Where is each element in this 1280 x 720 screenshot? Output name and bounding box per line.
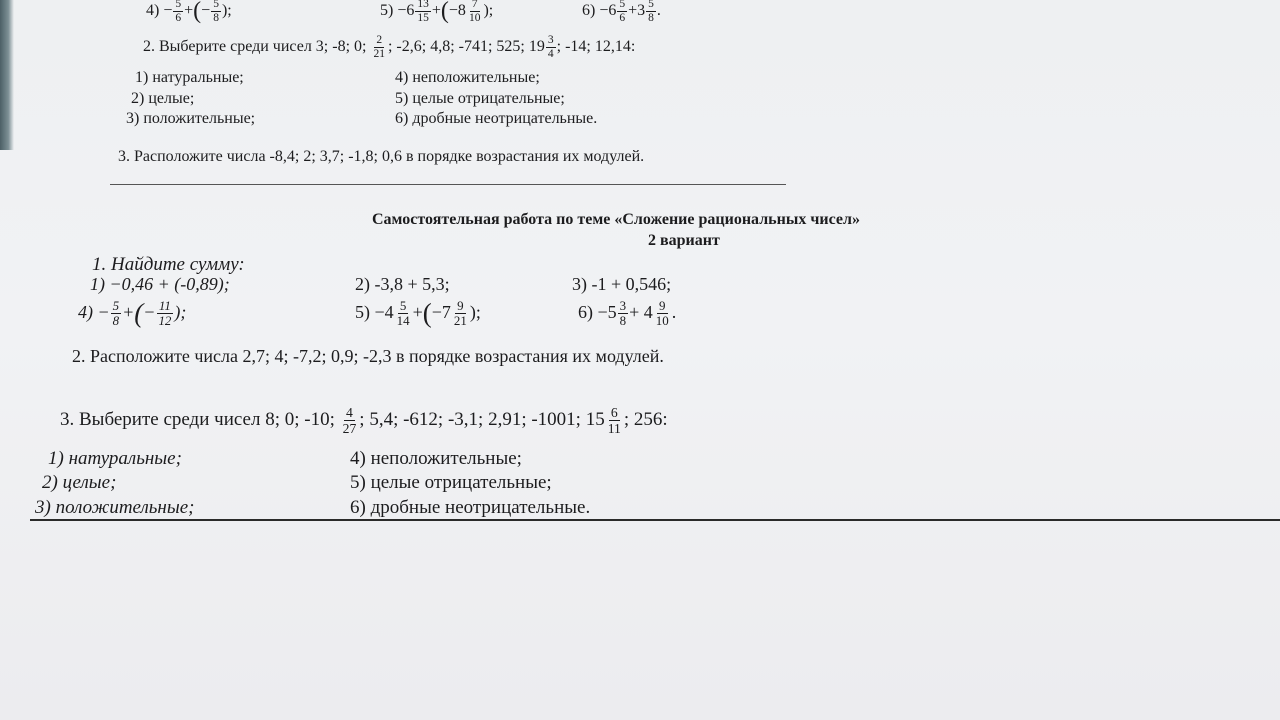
task1-item4: 4) − $\frac{5}{8}$ +(− $\frac{11}{12}$ ); (78, 298, 187, 329)
option-1: 1) натуральные; (48, 448, 182, 469)
task2-text: 2. Расположите числа 2,7; 4; -7,2; 0,9; -2,3 в порядке возрастания их модулей. (72, 346, 664, 366)
worksheet-title: Самостоятельная работа по теме «Сложение рациональных чисел» (372, 211, 860, 228)
option-2: 2) целые; (42, 472, 117, 493)
task3-text: 3. Выберите среди чисел 8; 0; -10; $\frac{4}{27}$ ; 5,4; -612; -3,1; 2,91; -1001; 15 $\frac{6}{11}$ ; 256: (60, 405, 668, 437)
task1-item6: 6) −5 $\frac{3}{8}$ + 4 $\frac{9}{10}$ . (578, 298, 677, 329)
top-task1-row: 4) − $\frac{5}{6}$ +(− $\frac{5}{8}$ ); (146, 0, 232, 25)
top-option-4: 4) неположительные; (395, 69, 540, 86)
bottom-rule (30, 519, 1280, 521)
option-6: 6) дробные неотрицательные. (350, 497, 591, 518)
top-option-1: 1) натуральные; (135, 69, 244, 86)
top-task3: 3. Расположите числа -8,4; 2; 3,7; -1,8; 0,6 в порядке возрастания их модулей. (118, 148, 645, 165)
top-option-6: 6) дробные неотрицательные. (395, 110, 598, 127)
task1-item2: 2) -3,8 + 5,3; (355, 274, 450, 294)
task1-heading: 1. Найдите сумму: (92, 254, 245, 275)
top-option-3: 3) положительные; (126, 110, 256, 127)
divider-line (110, 184, 786, 185)
task1-item3: 3) -1 + 0,546; (572, 274, 672, 294)
task1-item1: 1) −0,46 + (-0,89); (90, 274, 230, 294)
top-task1-item6: 6) −6 $\frac{5}{6}$ +3 $\frac{5}{8}$ . (582, 0, 661, 24)
top-task2: 2. Выберите среди чисел 3; -8; 0; $\frac{2}{21}$ ; -2,6; 4,8; -741; 525; 19 $\frac{3}{4}$ ; -14; 12,14: (143, 34, 636, 60)
option-5: 5) целые отрицательные; (350, 472, 552, 493)
variant-label: 2 вариант (648, 232, 720, 249)
background-object (0, 0, 14, 150)
option-4: 4) неположительные; (350, 448, 522, 469)
top-option-5: 5) целые отрицательные; (395, 90, 565, 107)
option-3: 3) положительные; (35, 497, 195, 518)
top-option-2: 2) целые; (131, 90, 195, 107)
top-task1-item5: 5) −6 $\frac{13}{15}$ +(−8 $\frac{7}{10}$ ); (380, 0, 494, 25)
task1-item5: 5) −4 $\frac{5}{14}$ +(−7 $\frac{9}{21}$ ); (355, 298, 481, 329)
